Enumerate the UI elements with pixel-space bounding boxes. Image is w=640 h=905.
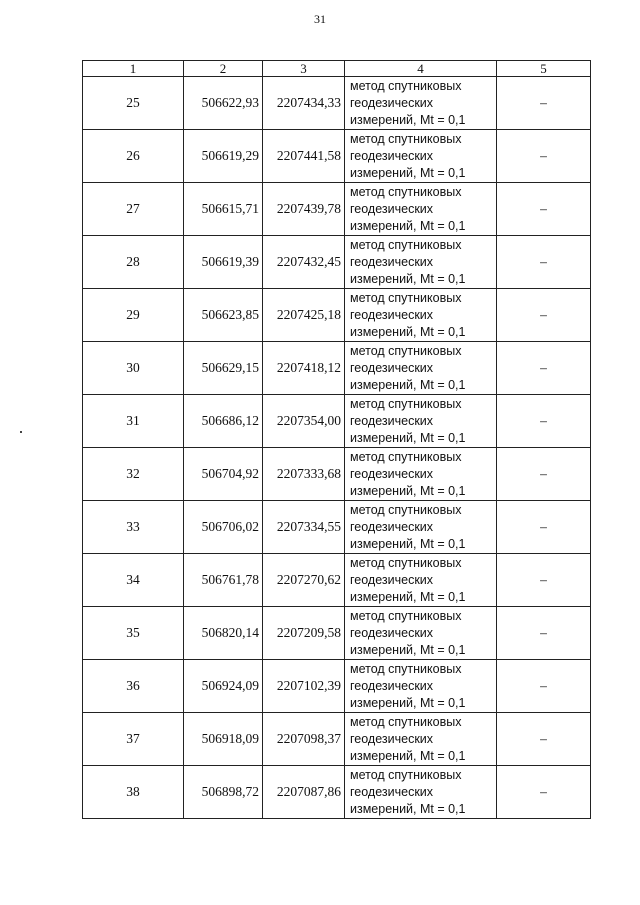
point-number-cell: 27: [83, 183, 184, 236]
method-line: геодезических: [350, 625, 434, 640]
description-cell: –: [497, 183, 591, 236]
x-coordinate-cell: 506898,72: [184, 766, 263, 819]
x-coordinate-cell: 506615,71: [184, 183, 263, 236]
y-coordinate-cell: 2207270,62: [263, 554, 345, 607]
method-line: метод спутниковых: [350, 767, 462, 782]
method-line: метод спутниковых: [350, 78, 462, 93]
y-coordinate-cell: 2207432,45: [263, 236, 345, 289]
x-coordinate-cell: 506686,12: [184, 395, 263, 448]
point-number-cell: 38: [83, 766, 184, 819]
point-number-cell: 36: [83, 660, 184, 713]
description-cell: –: [497, 289, 591, 342]
method-cell: [345, 236, 497, 289]
table-row: [83, 130, 591, 183]
point-number-cell: 26: [83, 130, 184, 183]
description-cell: –: [497, 448, 591, 501]
y-coordinate-cell: 2207441,58: [263, 130, 345, 183]
column-header: 4: [345, 61, 497, 77]
description-cell: –: [497, 236, 591, 289]
method-line: метод спутниковых: [350, 661, 462, 676]
point-number-cell: 37: [83, 713, 184, 766]
point-number-cell: 25: [83, 77, 184, 130]
table-row: [83, 395, 591, 448]
column-header: 1: [83, 61, 184, 77]
method-line: метод спутниковых: [350, 131, 462, 146]
method-line: геодезических: [350, 201, 434, 216]
method-line: измерений, Mt = 0,1: [350, 165, 466, 180]
method-cell: [345, 183, 497, 236]
x-coordinate-cell: 506619,39: [184, 236, 263, 289]
x-coordinate-cell: 506622,93: [184, 77, 263, 130]
x-coordinate-cell: 506761,78: [184, 554, 263, 607]
x-coordinate-cell: 506623,85: [184, 289, 263, 342]
table-row: [83, 766, 591, 819]
method-line: геодезических: [350, 148, 434, 163]
y-coordinate-cell: 2207102,39: [263, 660, 345, 713]
x-coordinate-cell: 506706,02: [184, 501, 263, 554]
y-coordinate-cell: 2207333,68: [263, 448, 345, 501]
method-cell: [345, 342, 497, 395]
y-coordinate-cell: 2207334,55: [263, 501, 345, 554]
column-header: 5: [497, 61, 591, 77]
description-cell: –: [497, 660, 591, 713]
method-line: геодезических: [350, 784, 434, 799]
table-row: [83, 607, 591, 660]
method-cell: [345, 289, 497, 342]
description-cell: –: [497, 77, 591, 130]
table-row: [83, 77, 591, 130]
method-cell: [345, 501, 497, 554]
x-coordinate-cell: 506619,29: [184, 130, 263, 183]
method-line: измерений, Mt = 0,1: [350, 801, 466, 816]
method-line: метод спутниковых: [350, 449, 462, 464]
y-coordinate-cell: 2207425,18: [263, 289, 345, 342]
description-cell: –: [497, 342, 591, 395]
scan-speck: [20, 431, 22, 433]
description-cell: –: [497, 395, 591, 448]
point-number-cell: 32: [83, 448, 184, 501]
method-line: геодезических: [350, 360, 434, 375]
y-coordinate-cell: 2207434,33: [263, 77, 345, 130]
point-number-cell: 33: [83, 501, 184, 554]
method-line: метод спутниковых: [350, 343, 462, 358]
description-cell: –: [497, 554, 591, 607]
method-line: измерений, Mt = 0,1: [350, 112, 466, 127]
method-line: метод спутниковых: [350, 555, 462, 570]
method-line: геодезических: [350, 95, 434, 110]
column-header: 2: [184, 61, 263, 77]
page-number: 31: [314, 12, 326, 26]
method-cell: [345, 77, 497, 130]
method-line: измерений, Mt = 0,1: [350, 430, 466, 445]
method-line: метод спутниковых: [350, 290, 462, 305]
table-row: [83, 554, 591, 607]
method-cell: [345, 713, 497, 766]
method-line: измерений, Mt = 0,1: [350, 748, 466, 763]
table-header-row: [83, 61, 591, 77]
method-line: геодезических: [350, 731, 434, 746]
y-coordinate-cell: 2207418,12: [263, 342, 345, 395]
method-line: метод спутниковых: [350, 714, 462, 729]
method-cell: [345, 130, 497, 183]
point-number-cell: 35: [83, 607, 184, 660]
point-number-cell: 30: [83, 342, 184, 395]
method-line: измерений, Mt = 0,1: [350, 695, 466, 710]
method-line: измерений, Mt = 0,1: [350, 536, 466, 551]
method-line: геодезических: [350, 254, 434, 269]
y-coordinate-cell: 2207098,37: [263, 713, 345, 766]
x-coordinate-cell: 506704,92: [184, 448, 263, 501]
method-line: измерений, Mt = 0,1: [350, 642, 466, 657]
method-line: измерений, Mt = 0,1: [350, 377, 466, 392]
table-row: [83, 501, 591, 554]
description-cell: –: [497, 130, 591, 183]
description-cell: –: [497, 607, 591, 660]
x-coordinate-cell: 506918,09: [184, 713, 263, 766]
method-cell: [345, 448, 497, 501]
method-line: геодезических: [350, 307, 434, 322]
method-line: геодезических: [350, 413, 434, 428]
method-cell: [345, 766, 497, 819]
point-number-cell: 31: [83, 395, 184, 448]
coordinates-table: [82, 60, 591, 819]
method-line: геодезических: [350, 572, 434, 587]
method-line: геодезических: [350, 466, 434, 481]
method-line: метод спутниковых: [350, 502, 462, 517]
table-row: [83, 448, 591, 501]
point-number-cell: 28: [83, 236, 184, 289]
table-row: [83, 289, 591, 342]
method-line: измерений, Mt = 0,1: [350, 589, 466, 604]
method-line: измерений, Mt = 0,1: [350, 483, 466, 498]
method-line: метод спутниковых: [350, 608, 462, 623]
method-cell: [345, 554, 497, 607]
method-line: метод спутниковых: [350, 237, 462, 252]
point-number-cell: 29: [83, 289, 184, 342]
y-coordinate-cell: 2207354,00: [263, 395, 345, 448]
method-line: геодезических: [350, 678, 434, 693]
method-cell: [345, 660, 497, 713]
y-coordinate-cell: 2207087,86: [263, 766, 345, 819]
x-coordinate-cell: 506629,15: [184, 342, 263, 395]
description-cell: –: [497, 766, 591, 819]
method-line: метод спутниковых: [350, 396, 462, 411]
method-line: геодезических: [350, 519, 434, 534]
table-row: [83, 236, 591, 289]
x-coordinate-cell: 506820,14: [184, 607, 263, 660]
method-line: измерений, Mt = 0,1: [350, 324, 466, 339]
table-body: [83, 77, 591, 819]
method-line: измерений, Mt = 0,1: [350, 271, 466, 286]
table-row: [83, 183, 591, 236]
point-number-cell: 34: [83, 554, 184, 607]
description-cell: –: [497, 501, 591, 554]
method-line: измерений, Mt = 0,1: [350, 218, 466, 233]
table-row: [83, 713, 591, 766]
method-line: метод спутниковых: [350, 184, 462, 199]
column-header: 3: [263, 61, 345, 77]
x-coordinate-cell: 506924,09: [184, 660, 263, 713]
y-coordinate-cell: 2207439,78: [263, 183, 345, 236]
table-row: [83, 342, 591, 395]
method-cell: [345, 607, 497, 660]
y-coordinate-cell: 2207209,58: [263, 607, 345, 660]
table-row: [83, 660, 591, 713]
method-cell: [345, 395, 497, 448]
description-cell: –: [497, 713, 591, 766]
